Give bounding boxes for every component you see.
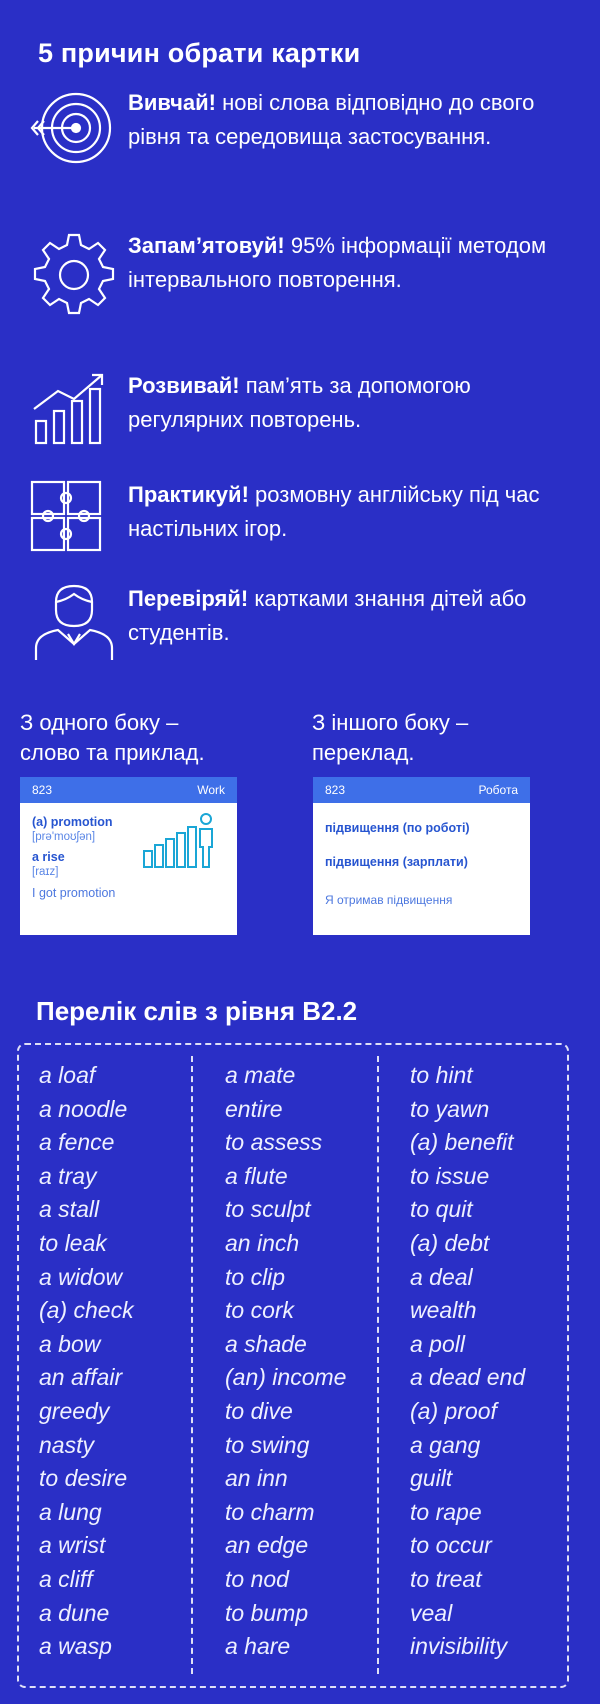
card-number: 823 bbox=[32, 783, 53, 797]
word-item: a loaf bbox=[39, 1062, 96, 1088]
target-icon bbox=[28, 86, 128, 176]
front-card bbox=[20, 777, 237, 935]
word-item: invisibility bbox=[410, 1633, 508, 1660]
card-category: Робота bbox=[478, 783, 518, 797]
reason-learn bbox=[28, 86, 588, 186]
back-side-label: З іншого боку – переклад. bbox=[312, 710, 469, 765]
word-item: (a) check bbox=[39, 1297, 134, 1324]
reason-text: Перевіряй! картками знання дітей або студентів. bbox=[128, 586, 527, 645]
word-item: to charm bbox=[225, 1498, 315, 1525]
word-item: an edge bbox=[225, 1532, 309, 1559]
word-item: to swing bbox=[225, 1431, 310, 1458]
card-translation: підвищення (по роботі) bbox=[325, 821, 470, 835]
word-item: a hare bbox=[225, 1633, 291, 1660]
promotion-icon bbox=[142, 811, 222, 871]
front-side-label: З одного боку – слово та приклад. bbox=[20, 710, 205, 765]
word-item: to cork bbox=[225, 1297, 295, 1324]
reason-text: Розвивай! пам’ять за допомогою регулярних повторень. bbox=[128, 373, 471, 432]
word-item: veal bbox=[410, 1599, 453, 1626]
word-item: a dead end bbox=[410, 1364, 526, 1391]
word-item: to assess bbox=[225, 1129, 323, 1156]
word-item: to treat bbox=[410, 1565, 482, 1592]
gear-icon bbox=[28, 229, 128, 319]
reason-remember bbox=[28, 229, 588, 329]
card-example: I got promotion bbox=[32, 886, 116, 900]
word-item: to dive bbox=[225, 1397, 293, 1424]
card-word: (a) promotion bbox=[32, 815, 113, 829]
word-column-2 bbox=[225, 1059, 346, 1664]
word-column-1 bbox=[39, 1059, 134, 1664]
word-item: greedy bbox=[39, 1397, 110, 1424]
card-transcription: [raɪz] bbox=[32, 866, 59, 878]
word-item: a deal bbox=[410, 1263, 473, 1290]
word-item: a tray bbox=[39, 1162, 97, 1189]
reason-check bbox=[28, 582, 588, 682]
word-list-title: Перелік слів з рівня В2.2 bbox=[36, 996, 358, 1026]
word-item: a stall bbox=[39, 1196, 100, 1223]
word-item: a shade bbox=[225, 1330, 307, 1357]
word-item: to clip bbox=[225, 1263, 286, 1290]
word-item: an inn bbox=[225, 1465, 288, 1492]
column-divider bbox=[191, 1056, 193, 1674]
card-header bbox=[20, 777, 237, 803]
word-item: a bow bbox=[39, 1330, 101, 1357]
word-item: a wasp bbox=[39, 1633, 112, 1660]
puzzle-icon bbox=[28, 478, 128, 568]
word-item: a cliff bbox=[39, 1565, 93, 1592]
column-divider bbox=[377, 1056, 379, 1674]
card-translation: підвищення (зарплати) bbox=[325, 855, 468, 869]
word-item: to occur bbox=[410, 1532, 492, 1559]
card-category: Work bbox=[197, 783, 225, 797]
word-item: entire bbox=[225, 1095, 283, 1122]
word-item: a gang bbox=[410, 1431, 481, 1458]
word-item: a poll bbox=[410, 1330, 465, 1357]
word-item: a mate bbox=[225, 1062, 296, 1088]
word-item: a dune bbox=[39, 1599, 110, 1626]
reason-text: Вивчай! нові слова відповідно до свого рівня та середовища застосування. bbox=[128, 90, 535, 149]
word-item: (a) proof bbox=[410, 1397, 497, 1424]
word-item: an affair bbox=[39, 1364, 123, 1391]
word-item: wealth bbox=[410, 1297, 477, 1324]
reason-practice bbox=[28, 478, 588, 578]
word-item: guilt bbox=[410, 1465, 453, 1492]
reason-develop bbox=[28, 369, 588, 469]
word-item: to hint bbox=[410, 1062, 473, 1088]
back-card bbox=[313, 777, 530, 935]
word-item: to desire bbox=[39, 1465, 128, 1492]
word-item: to rape bbox=[410, 1498, 482, 1525]
growth-chart-icon bbox=[28, 369, 128, 459]
word-item: a flute bbox=[225, 1162, 288, 1189]
card-number: 823 bbox=[325, 783, 346, 797]
word-item: (an) income bbox=[225, 1364, 347, 1391]
card-header bbox=[313, 777, 530, 803]
word-item: (a) debt bbox=[410, 1229, 490, 1256]
word-item: to leak bbox=[39, 1229, 107, 1256]
word-item: a lung bbox=[39, 1498, 102, 1525]
word-item: (a) benefit bbox=[410, 1129, 514, 1156]
card-transcription: [prə'moʊʃən] bbox=[32, 831, 96, 843]
word-item: an inch bbox=[225, 1229, 300, 1256]
word-item: to yawn bbox=[410, 1095, 490, 1122]
card-word: a rise bbox=[32, 850, 65, 864]
word-item: to quit bbox=[410, 1196, 473, 1223]
reason-text: Запам’ятовуй! 95% інформації методом інтервального повторення. bbox=[128, 233, 547, 292]
word-item: to nod bbox=[225, 1565, 289, 1592]
word-item: a noodle bbox=[39, 1095, 128, 1122]
word-item: to sculpt bbox=[225, 1196, 311, 1223]
word-item: to bump bbox=[225, 1599, 309, 1626]
word-item: a widow bbox=[39, 1263, 123, 1290]
card-example: Я отримав підвищення bbox=[325, 893, 453, 907]
person-icon bbox=[28, 582, 128, 672]
reason-text: Практикуй! розмовну англійську під час настільних ігор. bbox=[128, 482, 540, 541]
word-column-3 bbox=[410, 1059, 525, 1664]
word-item: to issue bbox=[410, 1162, 490, 1189]
word-item: a fence bbox=[39, 1129, 115, 1156]
word-item: nasty bbox=[39, 1431, 94, 1458]
page-title: 5 причин обрати картки bbox=[38, 38, 361, 68]
word-item: a wrist bbox=[39, 1532, 106, 1559]
